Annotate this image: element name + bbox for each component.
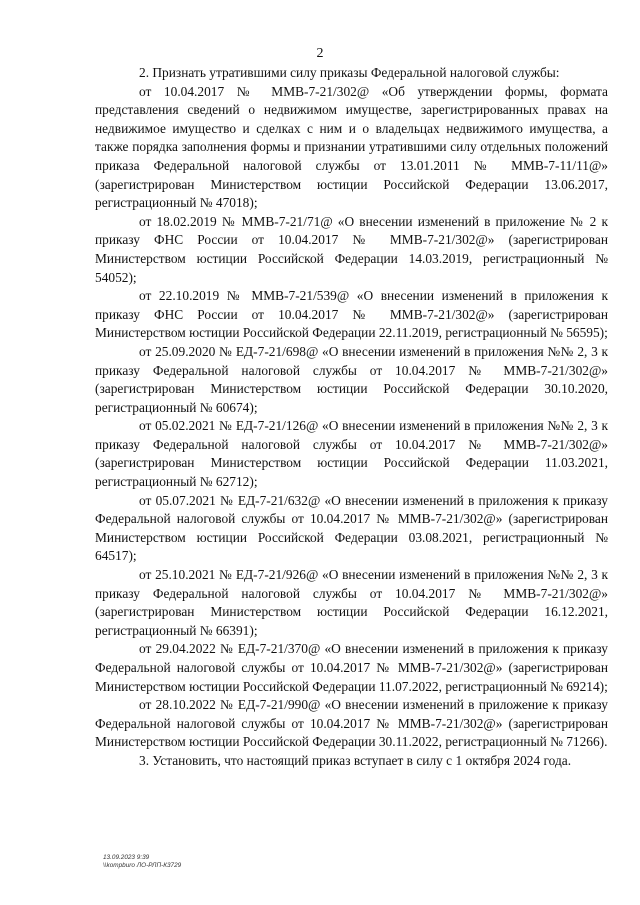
paragraph-order-2017-04-10: от 10.04.2017 № ММВ-7-21/302@ «Об утверждении формы, формата представления сведений о недвижимом имуществе, зарегистрированных правах на недвижимое имущество и сделках с ним и о владельцах недвижимого имущества, а также порядка заполнения формы и признании утратившими силу отдельных положений приказа Федеральной налоговой службы от 13.01.2011 № ММВ-7-11/11@» (зарегистрирован Министерством юстиции Российской Федерации 13.06.2017, регистрационный № 47018); <box>95 83 608 211</box>
paragraph-order-2019-10-22: от 22.10.2019 № ММВ-7-21/539@ «О внесении изменений в приложения к приказу ФНС России от 10.04.2017 № ММВ-7-21/302@» (зарегистрирован Министерством юстиции Российской Федерации 22.11.2019, регистрационный № 56595); <box>95 288 608 341</box>
paragraph-order-2020-09-25: от 25.09.2020 № ЕД-7-21/698@ «О внесении изменений в приложения №№ 2, 3 к приказу Федеральной налоговой службы от 10.04.2017 № ММВ-7-21/302@» (зарегистрирован Министерством юстиции Российской Федерации 30.10.2020, регистрационный № 60674); <box>95 343 608 415</box>
paragraph-effective-date: 3. Установить, что настоящий приказ вступает в силу с 1 октября 2024 года. <box>139 752 572 768</box>
paragraph-order-2022-04-29: от 29.04.2022 № ЕД-7-21/370@ «О внесении изменений в приложения к приказу Федеральной налоговой службы от 10.04.2017 № ММВ-7-21/302@» (зарегистрирован Министерством юстиции Российской Федерации 11.07.2022, регистрационный № 69214); <box>95 641 608 694</box>
page-number: 2 <box>316 46 324 61</box>
document-body <box>95 64 608 771</box>
footer-timestamp: 13.09.2023 9:39 <box>103 854 150 861</box>
paragraph-order-2021-07-05: от 05.07.2021 № ЕД-7-21/632@ «О внесении изменений в приложения к приказу Федеральной налоговой службы от 10.04.2017 № ММВ-7-21/302@» (зарегистрирован Министерством юстиции Российской Федерации 03.08.2021, регистрационный № 64517); <box>95 492 608 564</box>
document-footer <box>103 854 181 870</box>
paragraph-order-2021-02-05: от 05.02.2021 № ЕД-7-21/126@ «О внесении изменений в приложения №№ 2, 3 к приказу Федеральной налоговой службы от 10.04.2017 № ММВ-7-21/302@» (зарегистрирован Министерством юстиции Российской Федерации 11.03.2021, регистрационный № 62712); <box>95 418 608 490</box>
paragraph-order-2022-10-28: от 28.10.2022 № ЕД-7-21/990@ «О внесении изменений в приложение к приказу Федеральной налоговой службы от 10.04.2017 № ММВ-7-21/302@» (зарегистрирован Министерством юстиции Российской Федерации 30.11.2022, регистрационный № 71266). <box>95 697 608 750</box>
paragraph-order-2021-10-25: от 25.10.2021 № ЕД-7-21/926@ «О внесении изменений в приложения №№ 2, 3 к приказу Федеральной налоговой службы от 10.04.2017 № ММВ-7-21/302@» (зарегистрирован Министерством юстиции Российской Федерации 16.12.2021, регистрационный № 66391); <box>95 567 608 638</box>
paragraph-repeal-intro: 2. Признать утратившими силу приказы Федеральной налоговой службы: <box>139 65 560 80</box>
paragraph-order-2019-02-18: от 18.02.2019 № ММВ-7-21/71@ «О внесении изменений в приложение № 2 к приказу ФНС России от 10.04.2017 № ММВ-7-21/302@» (зарегистрирован Министерством юстиции Российской Федерации 14.03.2019, регистрационный № 54052); <box>95 213 608 285</box>
footer-file-path: \\kompburo ЛО-РЛП-К3729 <box>103 862 182 869</box>
